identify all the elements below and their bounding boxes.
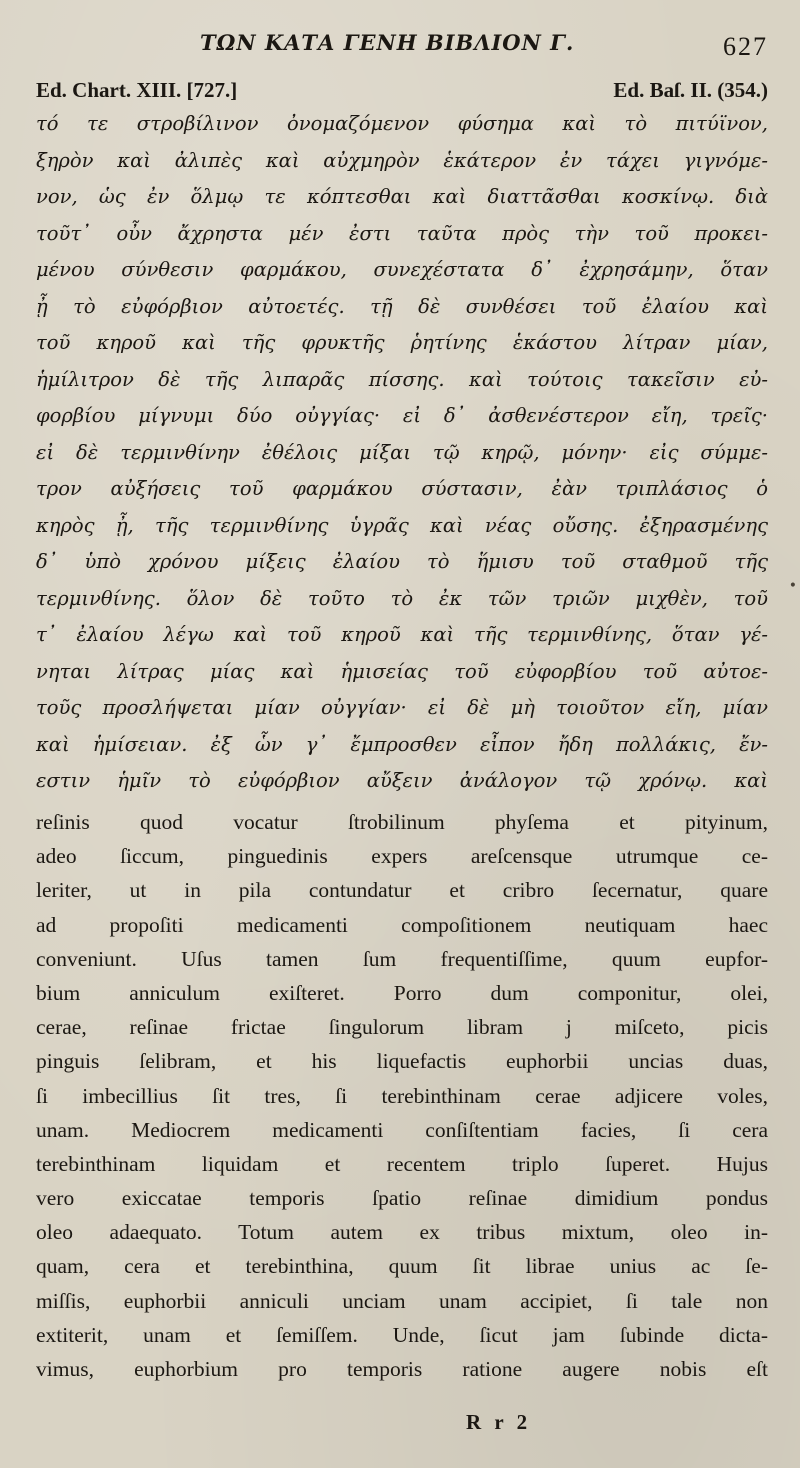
greek-line: τοῦς προσλήψεται μίαν οὐγγίαν· εἰ δὲ μὴ τοιοῦτον εἴη, μίαν: [36, 696, 768, 719]
latin-line: cerae, reſinae frictae ſingulorum libram j miſceto, picis: [36, 1015, 768, 1040]
running-head: [0, 30, 800, 62]
edition-basel-ref: Ed. Baſ. II. (354.): [613, 78, 768, 102]
greek-line: φορβίου μίγνυμι δύο οὐγγίας· εἰ δ᾿ ἀσθενέστερον εἴη, τρεῖς·: [36, 404, 768, 427]
latin-line: conveniunt. Uſus tamen ſum frequentiſſime, quum eupfor-: [36, 946, 768, 971]
latin-line: vero exiccatae temporis ſpatio reſinae dimidium pondus: [36, 1186, 768, 1211]
greek-line: μένου σύνθεσιν φαρμάκου, συνεχέστατα δ᾿ ἐχρησάμην, ὅταν: [36, 258, 768, 281]
running-title: ΤΩΝ ΚΑΤΑ ΓΕΝΗ ΒΙΒΛΙΟΝ Γ.: [200, 30, 575, 55]
latin-line: bium anniculum exiſteret. Porro dum componitur, olei,: [36, 980, 768, 1005]
page-number: 627: [723, 32, 768, 61]
latin-text-block: [36, 805, 768, 1386]
greek-text-block: [36, 106, 768, 800]
greek-line: τοῦτ᾿ οὖν ἄχρηστα μέν ἐστι ταῦτα πρὸς τὴν τοῦ προκει-: [36, 221, 768, 245]
latin-line: ſi imbecillius ſit tres, ſi terebinthinam cerae adjicere voles,: [36, 1083, 768, 1108]
margin-dot-icon: •: [788, 578, 797, 594]
greek-line: ξηρὸν καὶ ἀλιπὲς καὶ αὐχμηρὸν ἑκάτερον ἐν τάχει γιγνόμε-: [36, 148, 768, 172]
greek-line: τ᾿ ἐλαίου λέγω καὶ τοῦ κηροῦ καὶ τῆς τερμινθίνης, ὅταν γέ-: [36, 623, 768, 646]
latin-line: miſſis, euphorbii anniculi unciam unam accipiet, ſi tale non: [36, 1288, 768, 1313]
greek-line: εστιν ἡμῖν τὸ εὐφόρβιον αὔξειν ἀνάλογον τῷ χρόνῳ. καὶ: [36, 769, 768, 792]
latin-line: ad propoſiti medicamenti compoſitionem neutiquam haec: [36, 912, 768, 937]
greek-line: τρον αὐξήσεις τοῦ φαρμάκου σύστασιν, ἐὰν τριπλάσιος ὁ: [36, 477, 768, 500]
greek-line: τερμινθίνης. ὅλον δὲ τοῦτο τὸ ἐκ τῶν τριῶν μιχθὲν, τοῦ: [36, 586, 768, 610]
edition-reference-line: [36, 78, 768, 106]
latin-line: extiterit, unam et ſemiſſem. Unde, ſicut jam ſubinde dicta-: [36, 1322, 768, 1347]
latin-line: oleo adaequato. Totum autem ex tribus mixtum, oleo in-: [36, 1220, 768, 1245]
greek-line: δ᾿ ὑπὸ χρόνου μίξεις ἐλαίου τὸ ἥμισυ τοῦ σταθμοῦ τῆς: [36, 550, 768, 573]
greek-line: τοῦ κηροῦ καὶ τῆς φρυκτῆς ῥητίνης ἑκάστου λίτραν μίαν,: [36, 331, 768, 354]
latin-line: pinguis ſelibram, et his liquefactis euphorbii uncias duas,: [36, 1049, 768, 1074]
greek-line: ἡμίλιτρον δὲ τῆς λιπαρᾶς πίσσης. καὶ τούτοις τακεῖσιν εὐ-: [36, 367, 768, 391]
greek-line: εἰ δὲ τερμινθίνην ἐθέλοις μίξαι τῷ κηρῷ, μόνην· εἰς σύμμε-: [36, 440, 768, 464]
latin-line: unam. Mediocrem medicamenti conſiſtentiam facies, ſi cera: [36, 1117, 768, 1142]
latin-line: vimus, euphorbium pro temporis ratione augere nobis eſt: [36, 1357, 768, 1381]
latin-line: quam, cera et terebinthina, quum ſit librae unius ac ſe-: [36, 1254, 768, 1279]
greek-line: νον, ὡς ἐν ὅλμῳ τε κόπτεσθαι καὶ διαττᾶσθαι κοσκίνῳ. διὰ: [36, 185, 768, 208]
greek-line: τό τε στροβίλινον ὀνομαζόμενον φύσημα καὶ τὸ πιτύϊνον,: [36, 112, 768, 135]
edition-chartier-ref: Ed. Chart. XIII. [727.]: [36, 78, 238, 102]
greek-line: κηρὸς ᾖ, τῆς τερμινθίνης ὑγρᾶς καὶ νέας οὔσης. ἐξηρασμένης: [36, 513, 768, 537]
signature-mark: R r 2: [466, 1410, 532, 1434]
greek-line: ᾖ τὸ εὐφόρβιον αὐτοετές. τῇ δὲ συνθέσει τοῦ ἐλαίου καὶ: [36, 294, 768, 318]
latin-line: terebinthinam liquidam et recentem triplo ſuperet. Hujus: [36, 1151, 768, 1176]
latin-line: reſinis quod vocatur ſtrobilinum phyſema et pityinum,: [36, 810, 768, 834]
latin-line: leriter, ut in pila contundatur et cribro ſecernatur, quare: [36, 878, 768, 903]
greek-line: καὶ ἡμίσειαν. ἐξ ὧν γ᾿ ἔμπροσθεν εἶπον ἤδη πολλάκις, ἔν-: [36, 732, 768, 756]
latin-line: adeo ſiccum, pinguedinis expers areſcensque utrumque ce-: [36, 844, 768, 869]
greek-line: νηται λίτρας μίας καὶ ἡμισείας τοῦ εὐφορβίου τοῦ αὐτοε-: [36, 659, 768, 683]
